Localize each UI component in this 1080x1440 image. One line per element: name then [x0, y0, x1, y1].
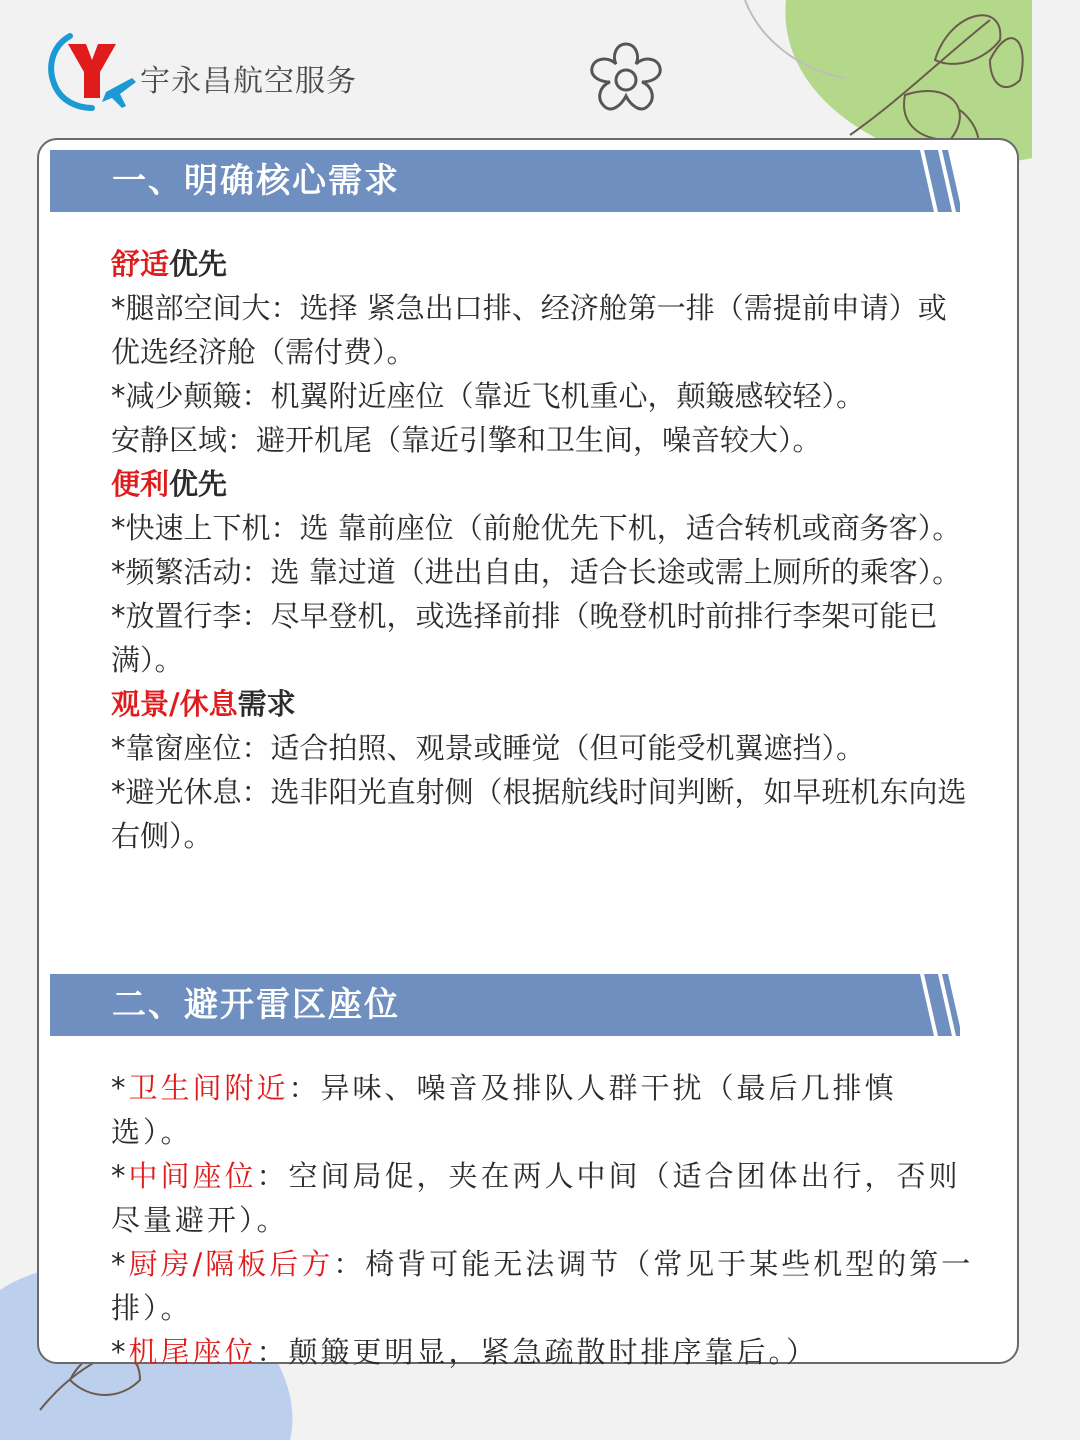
group-heading-comfort: 舒适优先	[111, 247, 228, 281]
section-header-2	[50, 974, 960, 1038]
section-1-content	[111, 242, 976, 858]
section-title: 二、避开雷区座位	[112, 985, 400, 1025]
list-item: *快速上下机：选 靠前座位（前舱优先下机，适合转机或商务客）。	[111, 511, 962, 545]
list-item: 安静区域：避开机尾（靠近引擎和卫生间，噪音较大）。	[111, 423, 822, 457]
list-item: *中间座位：空间局促，夹在两人中间（适合团体出行，否则尽量避开）。	[111, 1159, 961, 1237]
list-item: *卫生间附近：异味、噪音及排队人群干扰（最后几排慎选）。	[111, 1071, 897, 1149]
list-item: *避光休息：选非阳光直射侧（根据航线时间判断，如早班机东向选右侧）。	[111, 775, 967, 853]
brand-name: 宇永昌航空服务	[140, 64, 357, 99]
list-item: *机尾座位：颠簸更明显，紧急疏散时排序靠后。）	[111, 1335, 819, 1369]
group-heading-convenience: 便利优先	[111, 467, 228, 501]
section-2-content	[111, 1066, 976, 1374]
flower-icon	[584, 38, 668, 122]
section-header-1	[50, 150, 960, 214]
list-item: *频繁活动：选 靠过道（进出自由，适合长途或需上厕所的乘客）。	[111, 555, 962, 589]
group-heading-view-rest: 观景/休息需求	[111, 687, 296, 721]
list-item: *厨房/隔板后方：椅背可能无法调节（常见于某些机型的第一排）。	[111, 1247, 974, 1325]
list-item: *腿部空间大：选择 紧急出口排、经济舱第一排（需提前申请）或 优选经济舱（需付费）。	[111, 291, 947, 369]
airline-logo-icon	[40, 28, 140, 112]
section-title: 一、明确核心需求	[112, 161, 400, 201]
list-item: *靠窗座位：适合拍照、观景或睡觉（但可能受机翼遮挡）。	[111, 731, 866, 765]
list-item: *放置行李：尽早登机，或选择前排（晚登机时前排行李架可能已满）。	[111, 599, 938, 677]
list-item: *减少颠簸：机翼附近座位（靠近飞机重心，颠簸感较轻）。	[111, 379, 866, 413]
